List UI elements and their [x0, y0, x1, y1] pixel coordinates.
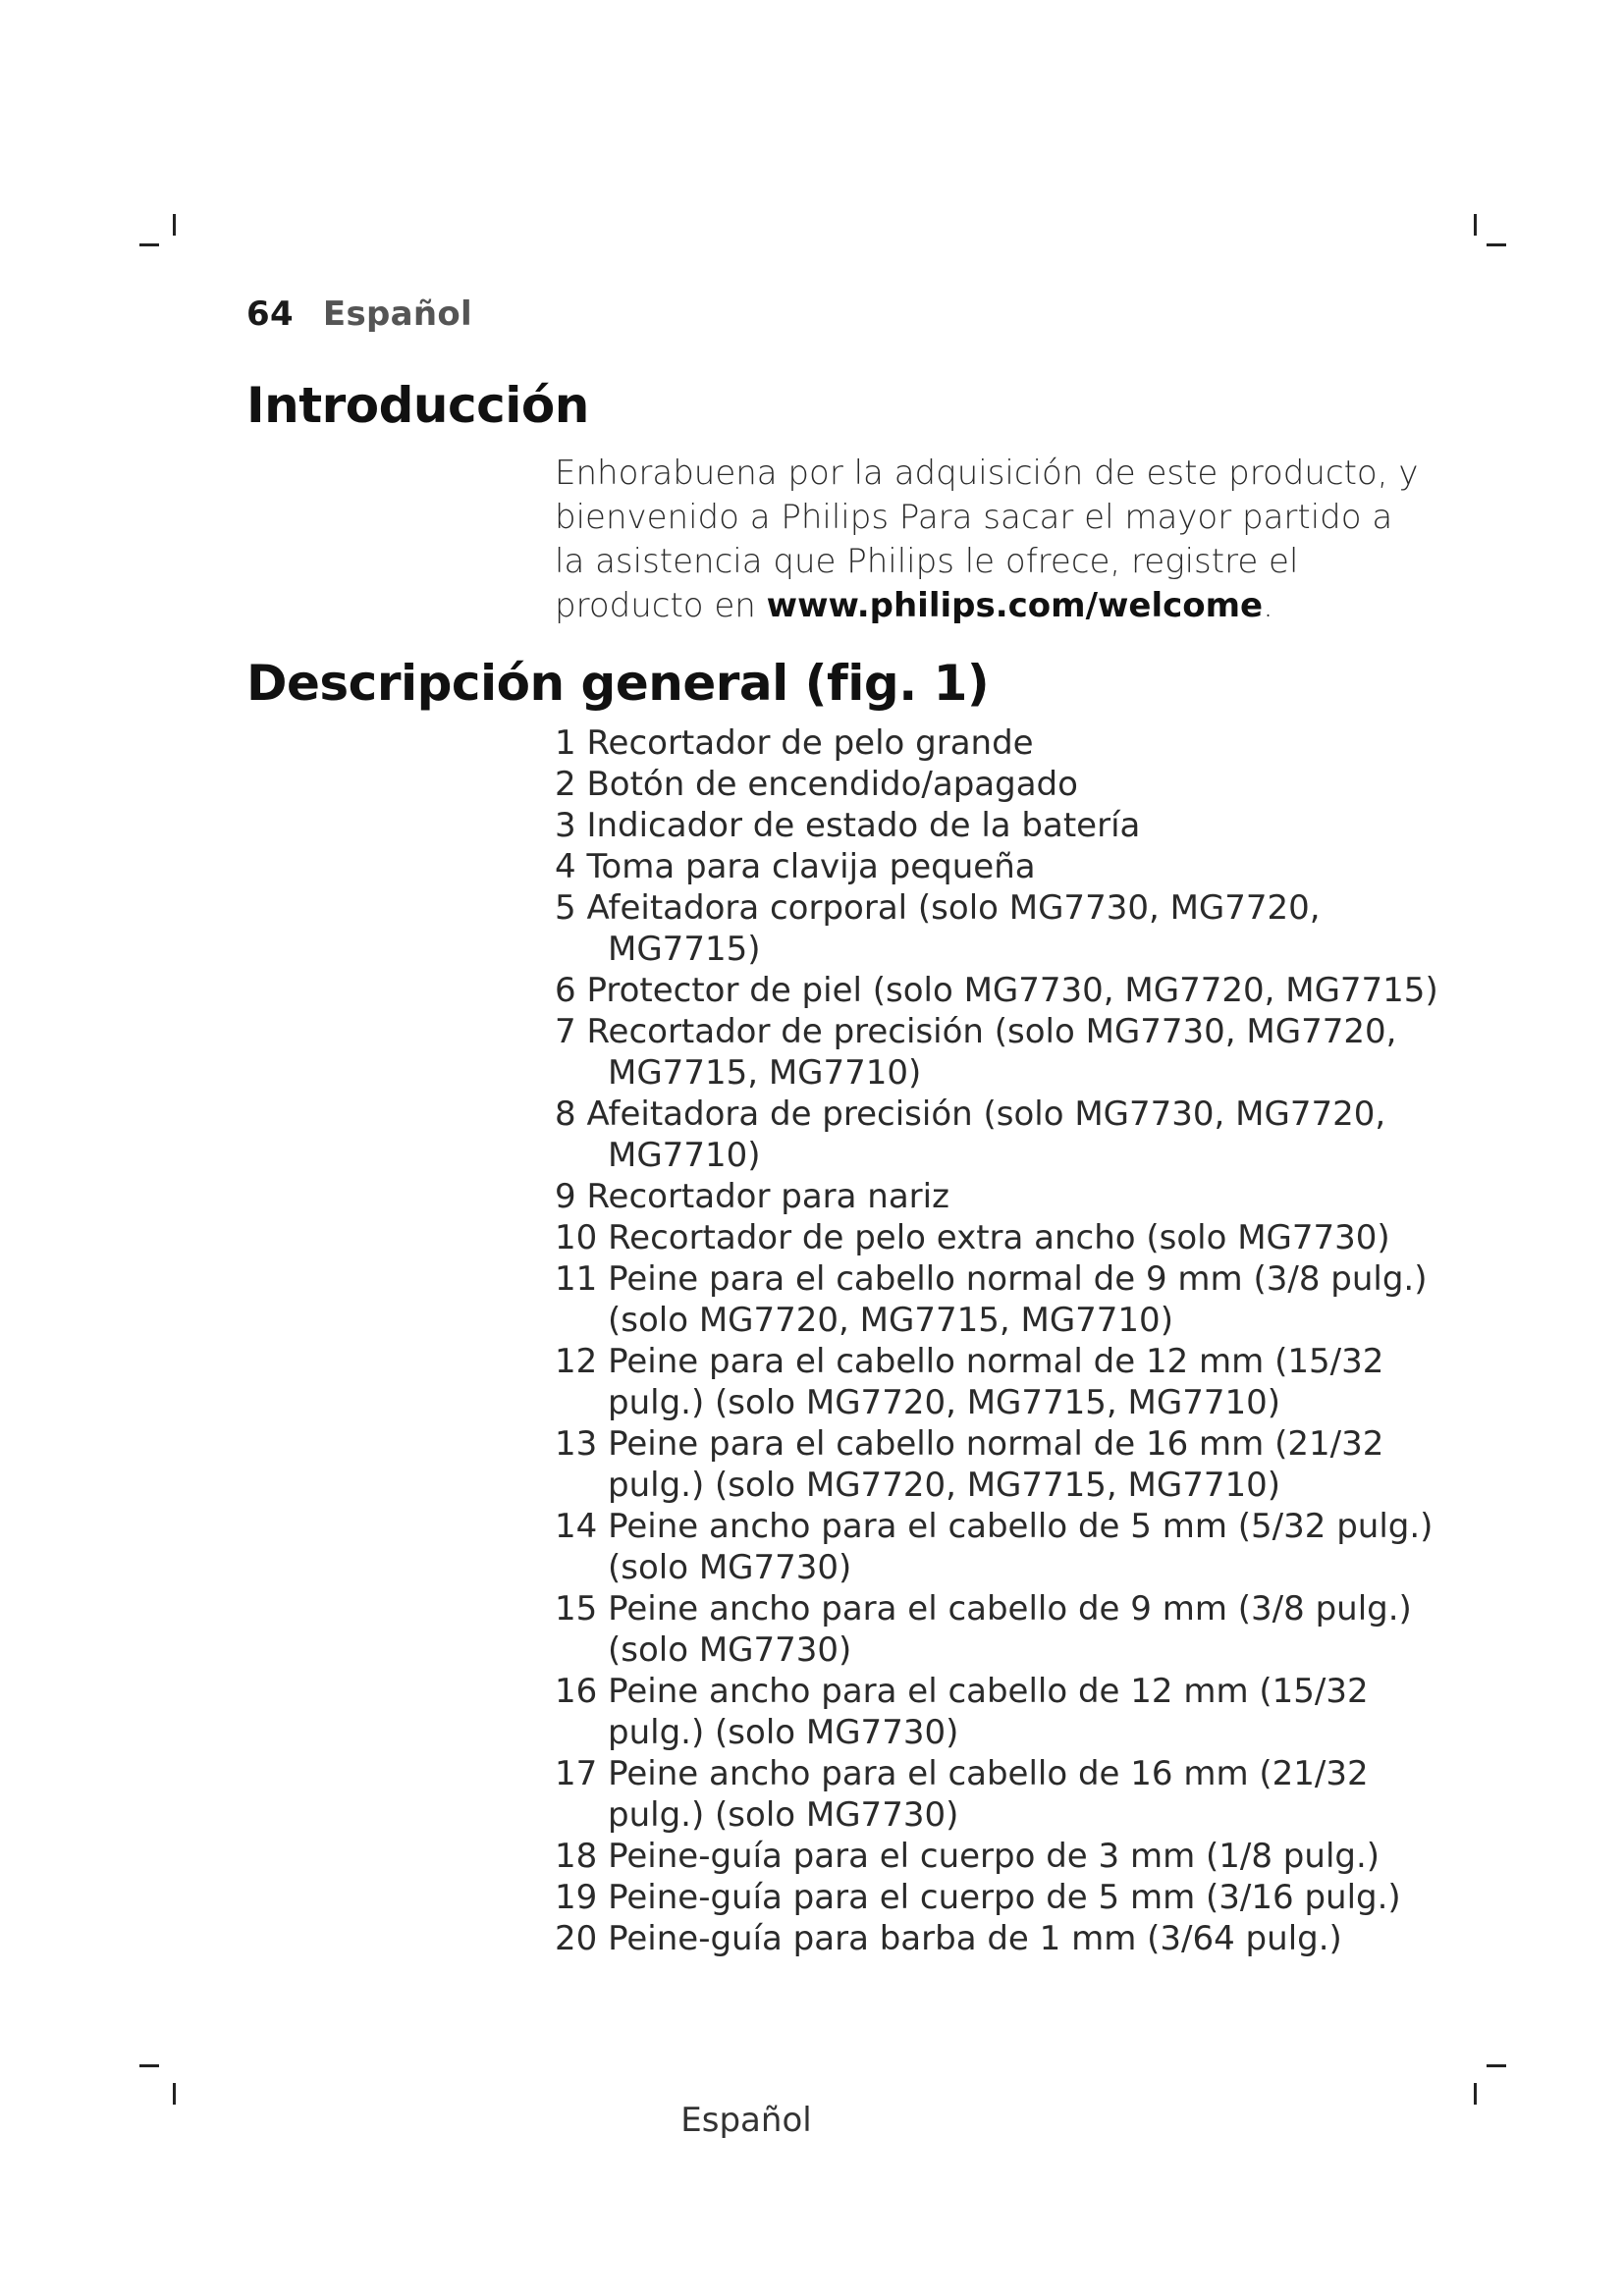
intro-text: Enhorabuena por la adquisición de este producto, y bienvenido a Philips Para sacar el mayor partido a la asistencia que Philips le ofrece, registre el producto en — [555, 454, 1419, 625]
list-item: 11 Peine para el cabello normal de 9 mm (3/8 pulg.) (solo MG7720, MG7715, MG7710) — [555, 1259, 1428, 1340]
list-item: 18 Peine-guía para el cuerpo de 3 mm (1/8 pulg.) — [555, 1837, 1380, 1876]
list-item: 4 Toma para clavija pequeña — [555, 847, 1036, 886]
list-item: 14 Peine ancho para el cabello de 5 mm (5/32 pulg.) (solo MG7730) — [555, 1507, 1434, 1587]
list-item: 9 Recortador para nariz — [555, 1177, 949, 1216]
list-item: 19 Peine-guía para el cuerpo de 5 mm (3/16 pulg.) — [555, 1878, 1401, 1917]
list-item: 3 Indicador de estado de la batería — [555, 806, 1141, 845]
list-item: 20 Peine-guía para barba de 1 mm (3/64 pulg.) — [555, 1919, 1342, 1958]
crop-mark — [139, 243, 159, 246]
list-item: 1 Recortador de pelo grande — [555, 723, 1034, 763]
list-item: 2 Botón de encendido/apagado — [555, 765, 1078, 804]
crop-mark — [1474, 214, 1477, 236]
page-footer: Español — [680, 2101, 812, 2140]
page-number: 64 — [246, 294, 294, 334]
page-header — [246, 294, 472, 334]
registration-url: www.philips.com/welcome — [766, 586, 1264, 625]
list-item: 13 Peine para el cabello normal de 16 mm (21/32 pulg.) (solo MG7720, MG7715, MG7710) — [555, 1424, 1384, 1505]
crop-mark — [139, 2064, 159, 2067]
list-item: 15 Peine ancho para el cabello de 9 mm (3/8 pulg.) (solo MG7730) — [555, 1589, 1412, 1670]
list-item: 5 Afeitadora corporal (solo MG7730, MG7720, MG7715) — [555, 888, 1321, 969]
list-item: 17 Peine ancho para el cabello de 16 mm (21/32 pulg.) (solo MG7730) — [555, 1754, 1369, 1835]
list-item: 6 Protector de piel (solo MG7730, MG7720, MG7715) — [555, 971, 1438, 1010]
crop-mark — [1487, 2064, 1506, 2067]
crop-mark — [173, 214, 176, 236]
list-item: 16 Peine ancho para el cabello de 12 mm (15/32 pulg.) (solo MG7730) — [555, 1672, 1369, 1752]
list-item: 7 Recortador de precisión (solo MG7730, MG7720, MG7715, MG7710) — [555, 1012, 1397, 1093]
header-language: Español — [322, 294, 472, 334]
list-item: 12 Peine para el cabello normal de 12 mm (15/32 pulg.) (solo MG7720, MG7715, MG7710) — [555, 1342, 1384, 1422]
overview-title: Descripción general (fig. 1) — [246, 655, 990, 712]
intro-title: Introducción — [246, 377, 589, 434]
crop-mark — [1487, 243, 1506, 246]
list-item: 8 Afeitadora de precisión (solo MG7730, MG7720, MG7710) — [555, 1095, 1386, 1175]
parts-list — [555, 722, 1438, 1959]
intro-text-end: . — [1263, 586, 1273, 625]
list-item: 10 Recortador de pelo extra ancho (solo MG7730) — [555, 1218, 1390, 1257]
intro-paragraph — [555, 452, 1419, 628]
